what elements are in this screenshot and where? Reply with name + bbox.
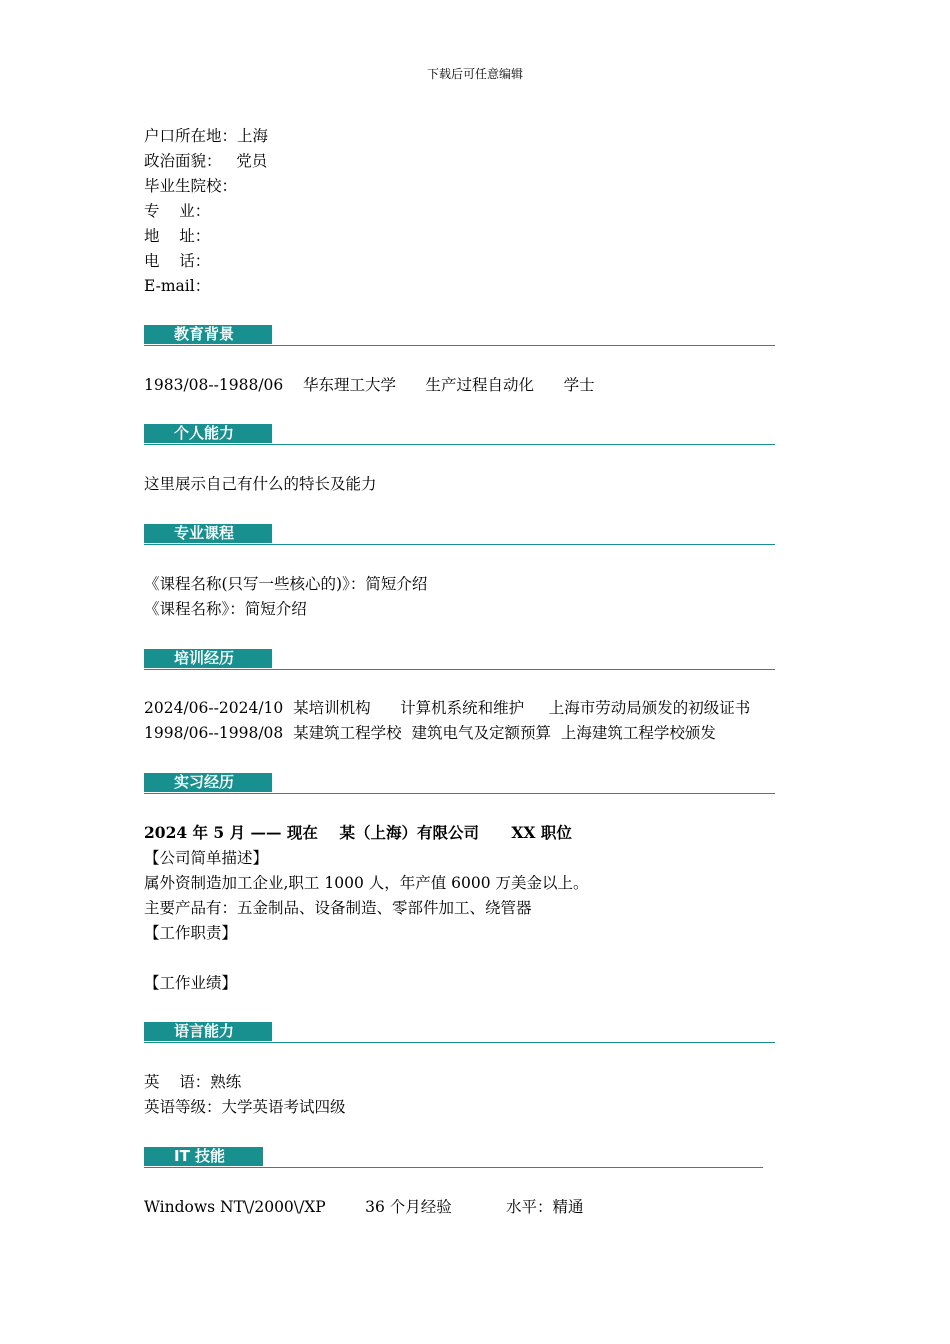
internship-line: 属外资制造加工企业,职工 1000 人，年产值 6000 万美金以上。 [144,874,589,892]
info-address: 地 址： [144,227,211,245]
section-title-training: 培训经历 [144,649,272,668]
info-phone: 电 话： [144,252,211,270]
internship-headline: 2024 年 5 月 —— 现在 某（上海）有限公司 XX 职位 [144,823,572,842]
internship-line: 【工作职责】 [144,924,238,942]
language-line: 英语等级：大学英语考试四级 [144,1098,346,1116]
training-line: 1998/06--1998/08 某建筑工程学校 建筑电气及定额预算 上海建筑工程学校颁发 [144,724,716,742]
course-line: 《课程名称(只写一些核心的)》：简短介绍 [144,575,428,593]
info-hukou: 户口所在地：上海 [144,127,269,145]
education-line: 1983/08--1988/06 华东理工大学 生产过程自动化 学士 [144,376,595,394]
page-header-note: 下载后可任意编辑 [426,67,523,81]
section-header-internship [144,773,775,794]
internship-line: 【公司简单描述】 [144,849,269,867]
info-email: E-mail： [144,277,211,295]
section-header-training [144,649,775,670]
it-line: Windows NT\/2000\/XP 36 个月经验 水平：精通 [144,1198,584,1216]
info-political: 政治面貌： 党员 [144,152,268,170]
training-line: 2024/06--2024/10 某培训机构 计算机系统和维护 上海市劳动局颁发的初级证书 [144,699,751,717]
section-header-education [144,325,775,346]
course-line: 《课程名称》：简短介绍 [144,600,307,618]
section-header-courses [144,524,775,545]
internship-line: 【工作业绩】 [144,974,238,992]
info-school: 毕业生院校： [144,177,238,195]
internship-line: 主要产品有：五金制品、设备制造、零部件加工、绕管器 [144,899,532,917]
ability-line: 这里展示自己有什么的特长及能力 [144,475,377,493]
section-title-it: IT 技能 [144,1147,263,1166]
section-header-ability [144,424,775,445]
section-title-courses: 专业课程 [144,524,272,543]
section-title-ability: 个人能力 [144,424,272,443]
section-title-internship: 实习经历 [144,773,272,792]
section-header-language [144,1022,775,1043]
language-line: 英 语：熟练 [144,1073,242,1091]
section-title-education: 教育背景 [144,325,272,344]
section-title-language: 语言能力 [144,1022,272,1041]
section-header-it [144,1147,763,1168]
info-major: 专 业： [144,202,211,220]
